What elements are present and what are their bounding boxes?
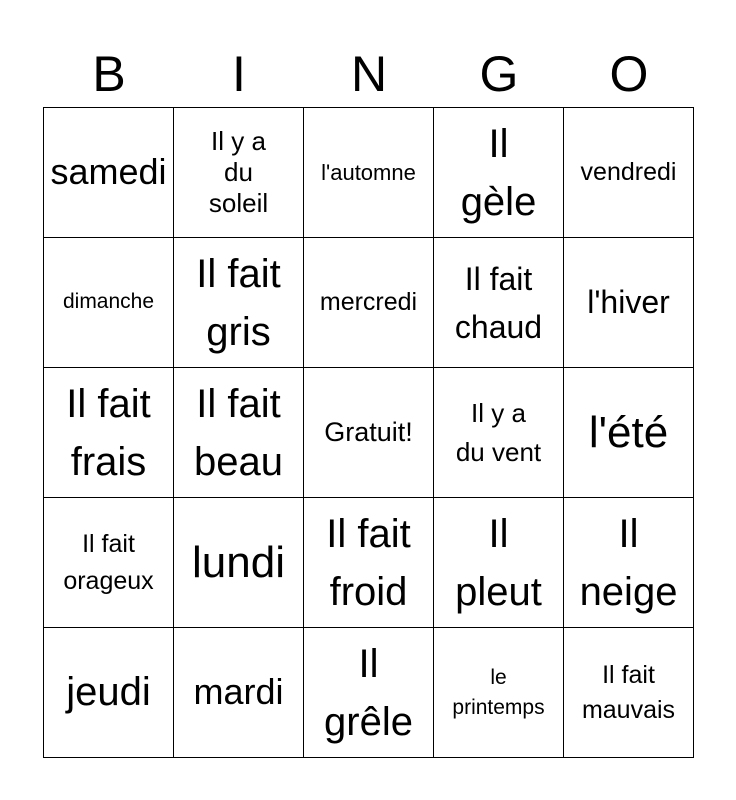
cell-label: Il pleut (455, 511, 542, 614)
bingo-cell[interactable] (434, 498, 564, 628)
cell-label: lundi (192, 537, 285, 587)
cell-label: Il fait frais (66, 381, 151, 484)
bingo-cell[interactable] (174, 628, 304, 758)
bingo-cell[interactable] (304, 238, 434, 368)
cell-label: l'été (588, 407, 669, 457)
cell-label: Il y a du vent (455, 397, 542, 467)
bingo-cell[interactable] (564, 368, 694, 498)
header-letter-o: O (609, 46, 649, 102)
cell-label: Il fait chaud (454, 260, 543, 345)
bingo-cell[interactable] (304, 498, 434, 628)
bingo-cell[interactable] (434, 108, 564, 238)
bingo-cell[interactable] (44, 498, 174, 628)
cell-label: vendredi (580, 157, 677, 186)
bingo-cell[interactable] (564, 108, 694, 238)
cell-label: l'automne (321, 159, 416, 185)
bingo-cell[interactable] (174, 368, 304, 498)
cell-label: Il grêle (324, 641, 413, 744)
bingo-cell[interactable] (174, 238, 304, 368)
bingo-cell[interactable] (434, 628, 564, 758)
cell-label: le printemps (452, 666, 545, 719)
cell-label: mercredi (319, 287, 418, 316)
bingo-cell[interactable] (44, 368, 174, 498)
header-letter-g: G (479, 46, 519, 102)
cell-label: Il fait gris (196, 251, 281, 354)
bingo-cell[interactable] (174, 498, 304, 628)
cell-label: Il neige (579, 511, 678, 614)
cell-label: Il fait orageux (63, 530, 154, 595)
cell-label: mardi (193, 671, 284, 713)
bingo-cell[interactable] (174, 108, 304, 238)
cell-label: l'hiver (587, 283, 670, 320)
cell-label: Gratuit! (324, 416, 413, 447)
header-letter-n: N (350, 46, 388, 102)
header-letter-i: I (232, 46, 246, 102)
bingo-cell[interactable] (564, 628, 694, 758)
bingo-cell[interactable] (44, 628, 174, 758)
cell-label: Il fait mauvais (581, 660, 676, 724)
cell-label: dimanche (62, 290, 155, 314)
bingo-cell[interactable] (304, 108, 434, 238)
bingo-cell[interactable] (44, 108, 174, 238)
bingo-cell[interactable] (434, 238, 564, 368)
cell-label: samedi (50, 151, 167, 193)
bingo-cell[interactable] (44, 238, 174, 368)
bingo-cell[interactable] (434, 368, 564, 498)
cell-label: Il gèle (460, 121, 537, 224)
bingo-header (44, 40, 694, 108)
bingo-cell[interactable] (564, 238, 694, 368)
bingo-cell[interactable] (304, 368, 434, 498)
bingo-cell[interactable] (304, 628, 434, 758)
cell-label: jeudi (66, 669, 151, 714)
cell-label: Il fait froid (326, 511, 411, 614)
header-letter-b: B (92, 46, 126, 102)
cell-label: Il y a du soleil (208, 126, 269, 218)
cell-label: Il fait beau (194, 381, 283, 484)
bingo-board (43, 107, 694, 758)
bingo-cell[interactable] (564, 498, 694, 628)
